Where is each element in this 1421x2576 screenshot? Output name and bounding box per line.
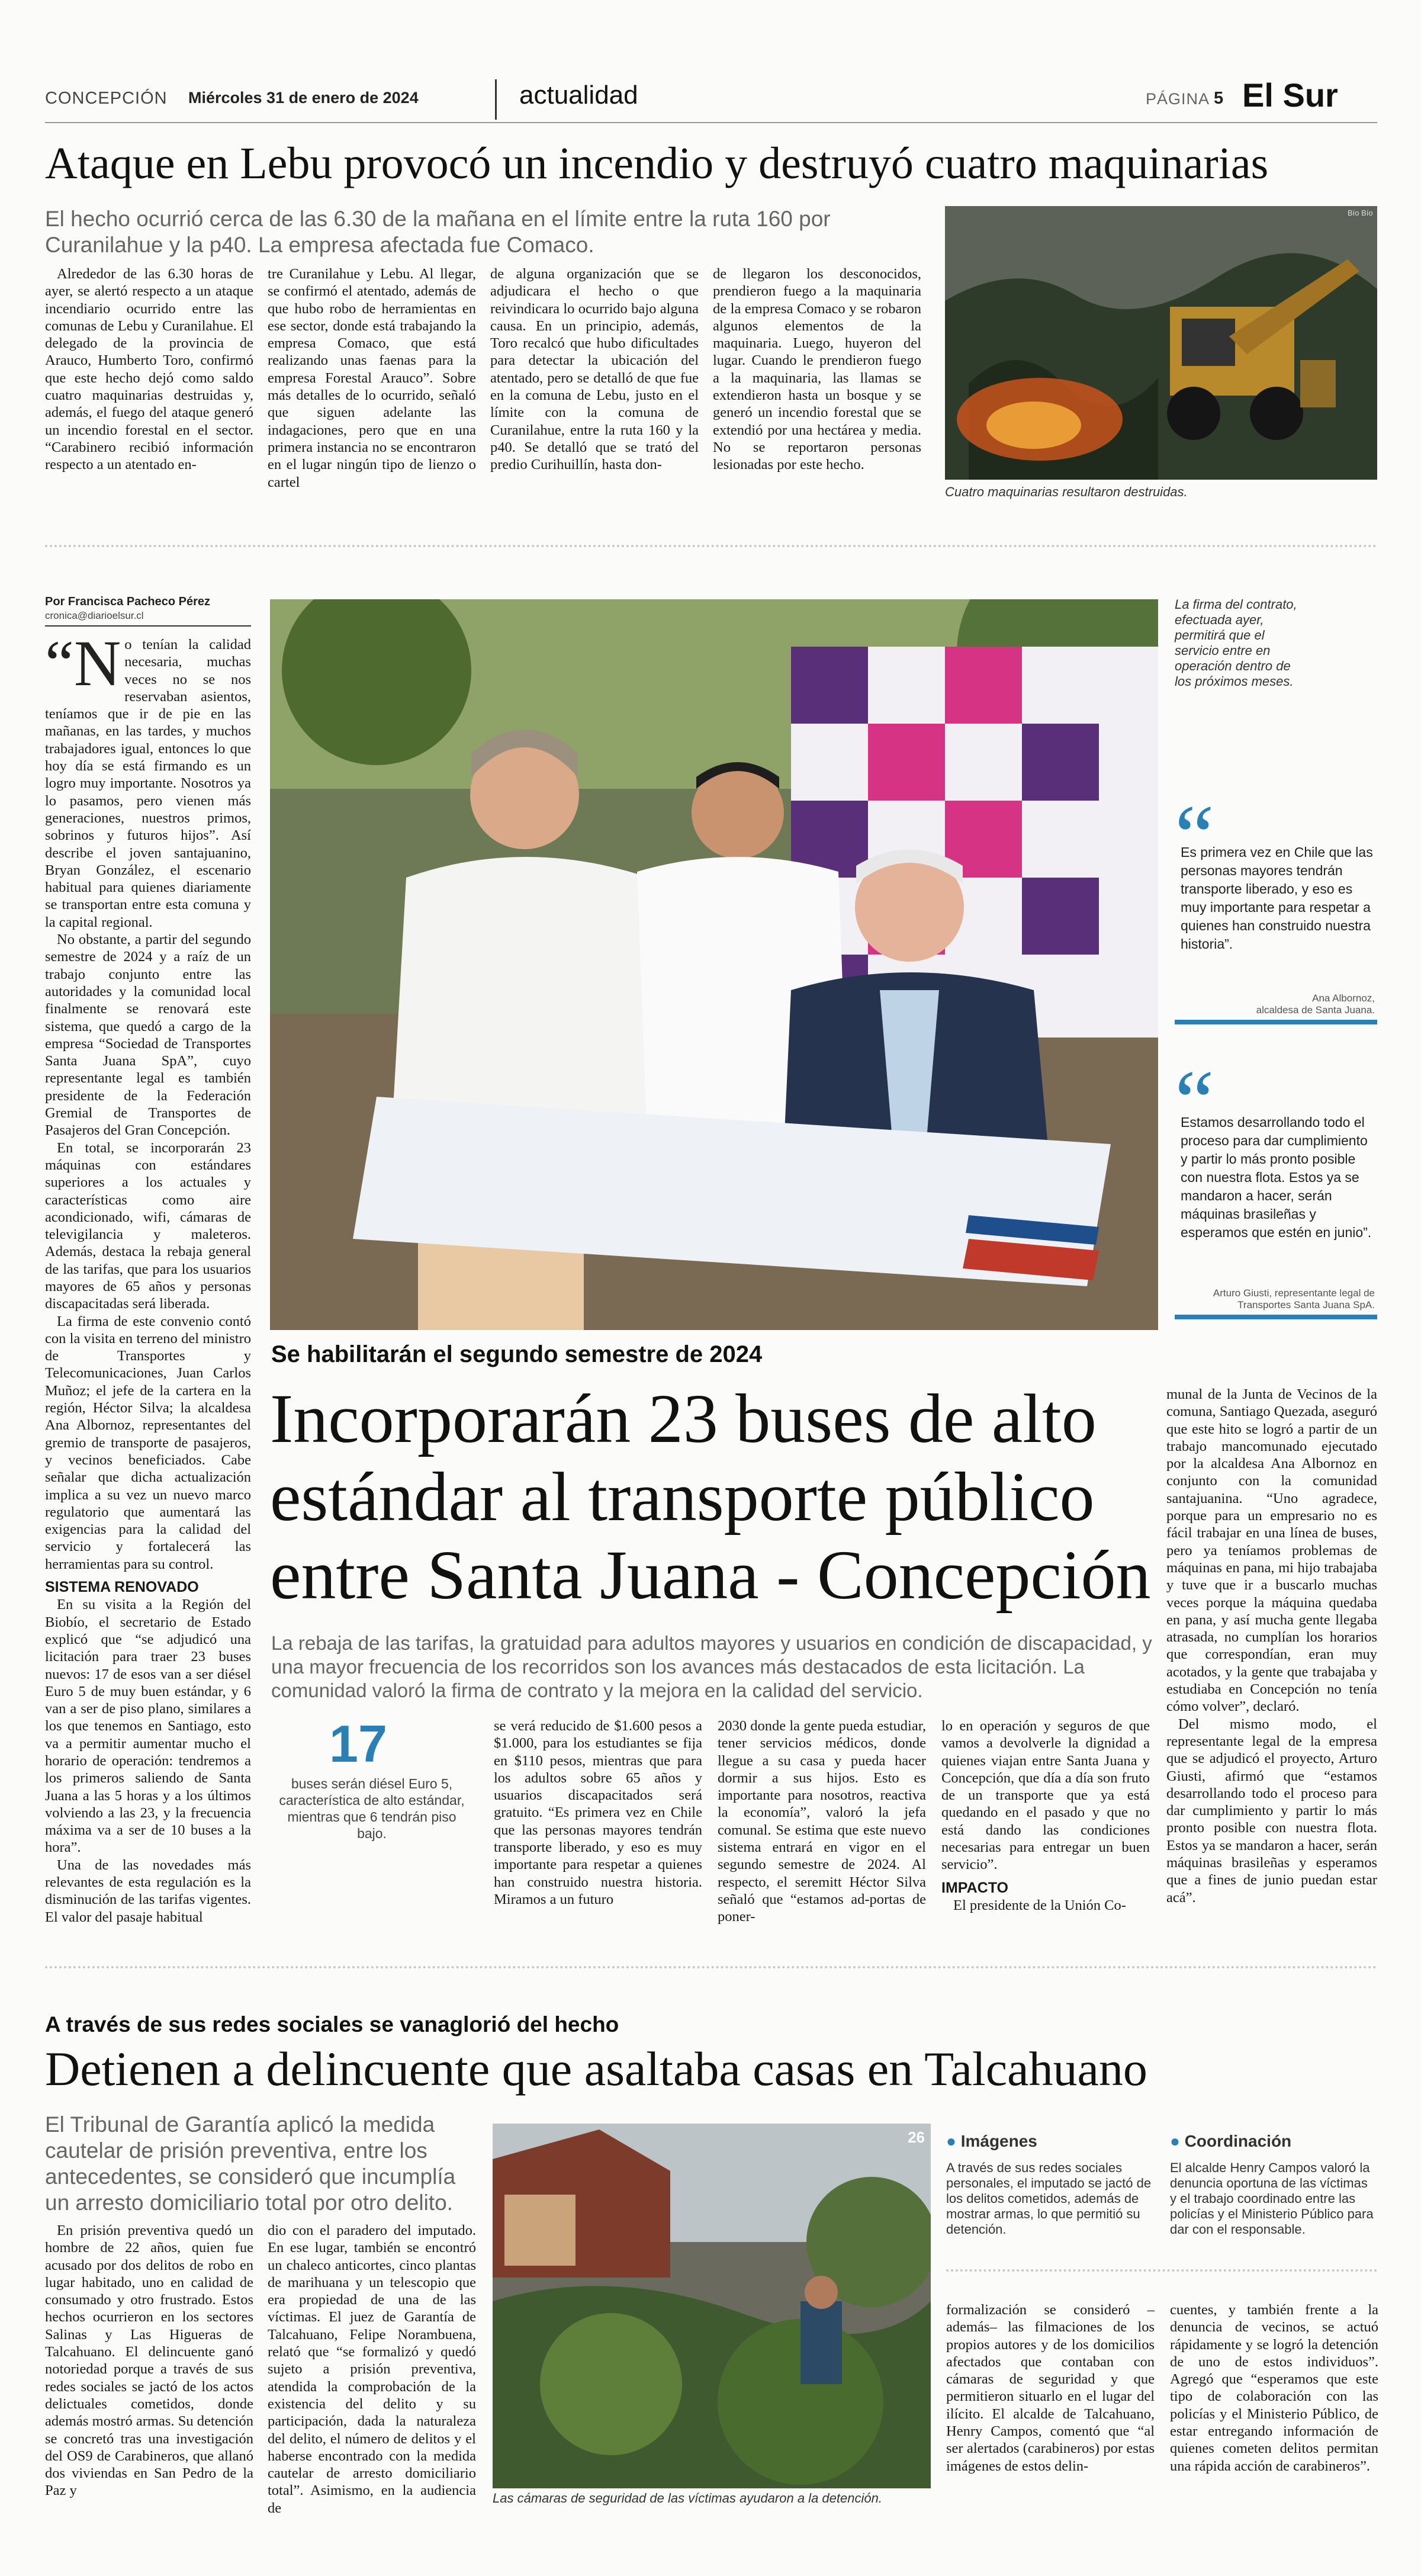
box2-bullet-icon: ● xyxy=(1170,2132,1180,2150)
article2-lead: o tenían la calidad necesaria, muchas veces no se nos reservaban asientos, teníamos que ir de pie en las mañanas, en las tardes, y muchos trabajadores igual, entonces lo que hoy día se está firmando es un logro muy importante. Nosotros ya lo pasamos, pero vienen más generaciones, nuestros primos, sobrinos y futuros hijos”. Así describe el joven santajuanino, Bryan González, el escenario habitual para quienes diariamente se transportan entre esta comuna y la capital regional. xyxy=(45,637,251,930)
quote2-mark-icon: “ xyxy=(1175,1052,1214,1151)
article3-photo-badge: 26 xyxy=(908,2128,925,2146)
quote1-text: Es primera vez en Chile que las personas mayores tendrán transporte liberado, y eso es muy importante para respetar a quienes han construido nuestra historia”. xyxy=(1181,844,1373,952)
article1-subtitle: El hecho ocurrió cerca de las 6.30 de la mañana en el límite entre la ruta 160 por Curanilahue y la p40. La empresa afectada fue Comaco. xyxy=(45,207,831,257)
stat-text: buses serán diésel Euro 5, característica de alto estándar, mientras que 6 tendrán piso bajo. xyxy=(279,1776,465,1841)
header-section: actualidad xyxy=(519,81,638,110)
article2-col-b: se verá reducido de $1.600 pesos a $1.000, para los estudiantes se fija en $110 pesos, mientras que para los adultos sobre 65 años y usuarios discapacitados será gratuito. “Es primera vez en Chile que las personas mayores tendrán transporte liberado, y eso es muy importante para respetar a quienes han construido nuestra historia. Miramos a un futuro xyxy=(494,1718,702,1907)
box-divider xyxy=(946,2269,1377,2272)
sistema-renovado-subhead: SISTEMA RENOVADO xyxy=(45,1579,199,1596)
box1-text: A través de sus redes sociales personales, el imputado se jactó de los delitos cometidos, además de mostrar armas, lo que permitió su detención. xyxy=(946,2160,1152,2237)
header-rule xyxy=(45,122,1377,123)
article3-col3: formalización se consideró –además– las filmaciones de los propios autores y de los domicilios afectados que contaban con cámaras de seguridad y que permitieron situarlo en el lugar del ilícito. El alcalde de Talcahuano, Henry Campos, comentó que “al ser alertados (carabineros) por estas imágenes de estos delin- xyxy=(946,2302,1155,2474)
quote2-text: Estamos desarrollando todo el proceso para dar cumplimiento y partir lo más pronto posible con nuestra flota. Estos ya se mandaron a hacer, serán máquinas brasileñas y esperamos que estén en junio”. xyxy=(1181,1114,1372,1240)
quote1-mark-icon: “ xyxy=(1175,787,1214,885)
box2-text: El alcalde Henry Campos valoró la denuncia oportuna de las víctimas y el trabajo coordinado entre las policías y el Ministerio Público para dar con el responsable. xyxy=(1170,2160,1374,2237)
article2-photo-caption: La firma del contrato, efectuada ayer, permitirá que el servicio entre en operación dentro de los próximos meses. xyxy=(1175,597,1297,689)
header-page-label: PÁGINA xyxy=(1146,90,1210,108)
box1-title: ● Imágenes xyxy=(946,2132,1037,2150)
article2-col1: “No tenían la calidad necesaria, muchas veces no se nos reservaban asientos, teníamos que ir de pie en las mañanas, en las tardes, y muchos trabajadores igual, entonces lo que hoy día se está firmando es un logro muy importante. Nosotros ya lo pasamos, pero vienen más generaciones, nuestros primos, sobrinos y futuros hijos”. Así describe el joven santajuanino, Bryan González, el escenario habitual para quienes diariamente se transportan entre esta comuna y la capital regional. No obstante, a partir del segundo semestre de 2024 y a raíz de un trabajo conjunto entre las autoridades y la comunidad local finalmente se renovará este sistema, que quedó a cargo de la empresa “Sociedad de Transportes Santa Juana SpA”, cuyo representante legal es también presidente de la Federación Gremial de Transportes de Pasajeros del Gran Concepción. En total, se incorporarán 23 máquinas con estándares superiores a los actuales y características como aire acondicionado, wifi, cámaras de televigilancia y maleteros. Además, destaca la rebaja general de las tarifas, que para los usuarios mayores de 65 años y personas discapacitadas será liberada. La firma de este convenio contó con la visita en terreno del ministro de Transportes y Telecomunicaciones, Juan Carlos Muñoz; el jefe de la cartera en la región, Héctor Silva; la alcaldesa Ana Albornoz, representantes del gremio de transporte de pasajeros, y vecinos beneficiados. Cabe señalar que dicha actualización implica a su vez un nuevo marco regulatorio que aumentará las exigencias para la calidad del servicio y fortalecerá las herramientas para su control. SISTEMA RENOVADO En su visita a la Región del Biobío, el secretario de Estado explicó que “se adjudicó una licitación para traer 23 buses nuevos: 17 de esos van a ser diésel Euro 5 de muy buen estándar, y 6 van a ser de piso plano, similares a los que tenemos en Santiago, esto va a permitir aumentar mucho el horario de operación: tendremos a los primeros saliendo de Santa Juana a las 5 horas y a los últimos volviendo a las 23, y la frecuencia máxima va a ser de 10 buses a la hora”. Una de las novedades más relevantes de esta regulación es la disminución de las tarifas vigentes. El valor del pasaje habitual xyxy=(45,627,251,1925)
article3-subtitle: El Tribunal de Garantía aplicó la medida cautelar de prisión preventiva, entre los antecedentes, se consideró que incumplía un arresto domiciliario total por otro delito. xyxy=(45,2112,456,2215)
box1-bullet-icon: ● xyxy=(946,2132,956,2150)
section-divider-2 xyxy=(45,1966,1377,1968)
stat-number: 17 xyxy=(329,1714,387,1773)
byline-rule xyxy=(45,625,251,627)
article2-photo-signing xyxy=(270,599,1158,1330)
quote1-signature: Ana Albornoz, alcaldesa de Santa Juana. xyxy=(1256,993,1375,1016)
article2-col-e: munal de la Junta de Vecinos de la comuna, Santiago Quezada, aseguró que este hito se logró a partir de un trabajo mancomunado ejecutado por la alcaldesa Ana Albornoz en conjunto con la comunidad santajuanina. “Uno agradece, porque para un empresario no es fácil trabajar en una línea de buses, pero ya teníamos problemas de máquinas en pana, mi hijo trabajaba y tuve que ir a buscarlo muchas veces porque la máquina quedaba en pana, y así mucha gente llegaba atrasada, no cumplían los horarios que correspondían, eran muy acotados, y la gente que trabajaba y estudiaba en Concepción no tenía cómo volver”, declaró. Del mismo modo, el representante legal de la empresa que se adjudicó el proyecto, Arturo Giusti, afirmó que “estamos desarrollando todo el proceso para dar cumplimiento y partir lo más pronto posible con nuestra flota. Estos ya se mandaron a hacer, serán máquinas brasileñas y esperamos que a fines de junio puedan estar acá”. xyxy=(1166,1386,1377,1906)
article2-byline-name: Por Francisca Pacheco Pérez xyxy=(45,595,211,608)
article3-title: Detienen a delincuente que asaltaba casas en Talcahuano xyxy=(45,2042,1147,2096)
masthead: El Sur xyxy=(1242,76,1338,114)
article3-kicker: A través de sus redes sociales se vanaglorió del hecho xyxy=(45,2012,619,2037)
article1-title: Ataque en Lebu provocó un incendio y destruyó cuatro maquinarias xyxy=(45,139,1269,188)
article2-col-c: 2030 donde la gente pueda estudiar, tener servicios médicos, donde llegue a su casa y pueda hacer dormir a sus hijos. Esto es importante para nosotros, reactiva la economía”, valoró la jefa comunal. Se estima que este nuevo sistema entrará en vigor en el segundo semestre de 2024. Al respecto, el seremitt Héctor Silva señaló que “estamos ad-portas de poner- xyxy=(718,1718,926,1925)
header-divider xyxy=(495,79,497,120)
section-divider-1 xyxy=(45,545,1377,547)
article1-photo-credit: Bío Bío xyxy=(1348,208,1373,217)
article1-caption: Cuatro maquinarias resultaron destruidas. xyxy=(945,484,1188,499)
article3-photo-cctv xyxy=(493,2124,931,2488)
article3-caption: Las cámaras de seguridad de las víctimas ayudaron a la detención. xyxy=(493,2491,882,2506)
article2-title: Incorporarán 23 buses de alto estándar al transporte público entre Santa Juana - Concepción xyxy=(270,1380,1151,1614)
article1-col2: tre Curanilahue y Lebu. Al llegar, se confirmó el atentado, además de que hubo robo de herramientas en ese sector, donde está trabajando la empresa Comaco, que está realizando unas faenas para la empresa Forestal Arauco”. Sobre más detalles de lo ocurrido, señaló que siguen adelante las indagaciones, pero que en una primera instancia no se encontraron en el lugar ningún tipo de lienzo o cartel xyxy=(268,266,476,490)
article3-col1: En prisión preventiva quedó un hombre de 22 años, quien fue acusado por dos delitos de robo en lugar habitado, uno en calidad de consumado y otro frustrado. Estos hechos ocurrieron en los sectores Salinas y Las Higueras de Talcahuano. El delincuente ganó notoriedad porque a través de sus redes sociales se jactó de los actos delictuales cometidos, donde además mostró armas. Su detención se concretó tras una investigación del OS9 de Carabineros, que allanó dos viviendas en San Pedro de la Paz y xyxy=(45,2222,253,2499)
article3-col4: cuentes, y también frente a la denuncia de vecinos, se actuó rápidamente y se logró la detención de uno de estos individuos”. Agregó que “esperamos que este tipo de colaboración con las policías y el Ministerio Público, de estar entregando información de quienes cometen delitos permitan una rápida acción de carabineros”. xyxy=(1170,2302,1378,2474)
article2-byline-email: cronica@diarioelsur.cl xyxy=(45,610,144,621)
header-page-number: 5 xyxy=(1214,89,1224,108)
quote1-rule xyxy=(1175,1020,1377,1024)
box2-title: ● Coordinación xyxy=(1170,2132,1292,2150)
article1-col3: de alguna organización que se adjudicara el hecho o que reivindicara lo ocurrido bajo alguna causa. En un principio, además, Toro recalcó que hubo dificultades para detectar la ubicación del atentado, pero se detalló de que fue en la comuna de Lebu, justo en el límite con la comuna de Curanilahue, entre la ruta 160 y la p40. Se detalló que se trató del predio Curihuillín, hasta don- xyxy=(490,266,699,473)
article2-col-d: lo en operación y seguros de que vamos a devolverle la dignidad a quienes viajan entre Santa Juana y Concepción, que día a día son fruto de un transporte que ya está quedando en el pasado y que no está dando las condiciones necesarias para entregar un buen servicio”. IMPACTO El presidente de la Unión Co- xyxy=(941,1718,1150,1913)
article1-photo-fire xyxy=(945,206,1377,480)
article1-col4: de llegaron los desconocidos, prendieron fuego a la maquinaria de la empresa Comaco y se robaron algunos elementos de la maquinaria. Luego, huyeron del lugar. Cuando le prendieron fuego a la maquinaria, las llamas se extendieron hasta un bosque y se generó un incendio forestal que se extendió por una hectárea y media. No se reportaron personas lesionadas por este hecho. xyxy=(713,266,921,473)
article3-col2: dio con el paradero del imputado. En ese lugar, también se encontró un chaleco anticortes, cinco plantas de marihuana y un telescopio que era propiedad de una de las víctimas. El juez de Garantía de Talcahuano, Felipe Norambuena, relató que “se formalizó y quedó sujeto a prisión preventiva, atendida la comprobación de la existencia del delito y su participación, dada la naturaleza del delito, el número de delitos y el haberse encontrado con la medida cautelar de arresto domiciliario total”. Asimismo, en la audiencia de xyxy=(268,2222,476,2516)
quote2-signature: Arturo Giusti, representante legal de Transportes Santa Juana SpA. xyxy=(1213,1287,1375,1311)
header-city: CONCEPCIÓN xyxy=(45,89,168,108)
impacto-subhead: IMPACTO xyxy=(941,1879,1008,1896)
quote2-rule xyxy=(1175,1315,1377,1319)
article2-kicker: Se habilitarán el segundo semestre de 2024 xyxy=(271,1341,763,1367)
header-date: Miércoles 31 de enero de 2024 xyxy=(188,89,419,107)
article1-col1: Alrededor de las 6.30 horas de ayer, se alertó respecto a un ataque incendiario ocurrido entre las comunas de Lebu y Curanilahue. El delegado de la provincia de Arauco, Humberto Toro, confirmó que este hecho dejó como saldo cuatro maquinarias destruidas y, además, el fuego del ataque generó un incendio forestal en el sector. “Carabinero recibió información respecto a un atentado en- xyxy=(45,266,253,473)
article2-subtitle: La rebaja de las tarifas, la gratuidad para adultos mayores y usuarios en condición de discapacidad, y una mayor frecuencia de los recorridos son los avances más destacados de esta licitación. La comunidad valoró la firma de contrato y la mejora en la calidad del servicio. xyxy=(271,1632,1152,1701)
